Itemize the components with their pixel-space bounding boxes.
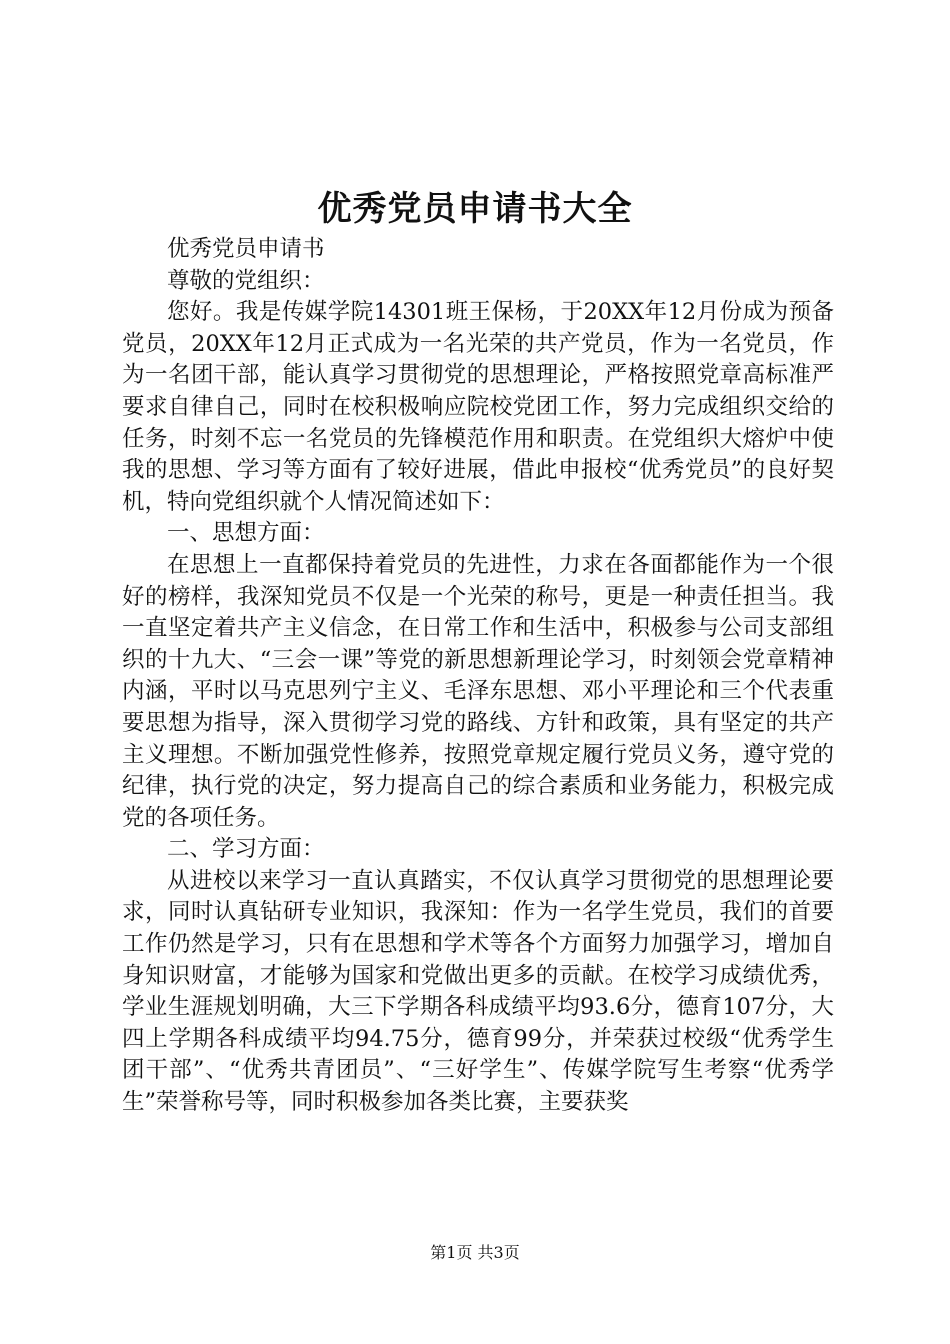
doc-heading-line: 优秀党员申请书 (167, 236, 325, 262)
section-heading-thought: 一、思想方面： (167, 520, 325, 547)
document-title: 优秀党员申请书大全 (317, 189, 633, 229)
section-heading-study: 二、学习方面： (167, 836, 325, 863)
thought-paragraph: 在思想上一直都保持着党员的先进性，力求在各面都能作为一个很好的榜样，我深知党员不仅是一个光荣的称号，更是一种责任担当。我一直坚定着共产主义信念，在日常工作和生活中，积极参与公司支部组织的十九大、“三会一课”等党的新思想新理论学习，时刻领会党章精神内涵，平时以马克思列宁主义、毛泽东思想、邓小平理论和三个代表重要思想为指导，深入贯彻学习党的路线、方针和政策，具有坚定的共产主义理想。不断加强党性修养，按照党章规定履行党员义务，遵守党的纪律，执行党的决定，努力提高自己的综合素质和业务能力，积极完成党的各项任务。 (122, 551, 834, 831)
document-body (122, 234, 834, 1119)
study-paragraph: 从进校以来学习一直认真踏实，不仅认真学习贯彻党的思想理论要求，同时认真钻研专业知识，我深知：作为一名学生党员，我们的首要工作仍然是学习，只有在思想和学术等各个方面努力加强学习，增加自身知识财富，才能够为国家和党做出更多的贡献。在校学习成绩优秀，学业生涯规划明确，大三下学期各科成绩平均93.6分，德育107分，大四上学期各科成绩平均94.75分，德育99分，并荣获过校级“优秀学生团干部”、“优秀共青团员”、“三好学生”、传媒学院写生考察“优秀学生”荣誉称号等，同时积极参加各类比赛，主要获奖 (122, 867, 834, 1116)
page-footer: 第1页 共3页 (430, 1243, 520, 1262)
intro-paragraph: 您好。我是传媒学院14301班王保杨，于20XX年12月份成为预备党员，20XX年12月正式成为一名光荣的共产党员，作为一名党员，作为一名团干部，能认真学习贯彻党的思想理论，严格按照党章高标准严要求自律自己，同时在校积极响应院校党团工作，努力完成组织交给的任务，时刻不忘一名党员的先锋模范作用和职责。在党组织大熔炉中使我的思想、学习等方面有了较好进展，借此申报校“优秀党员”的良好契机，特向党组织就个人情况简述如下： (122, 299, 834, 515)
salutation: 尊敬的党组织： (167, 267, 325, 294)
